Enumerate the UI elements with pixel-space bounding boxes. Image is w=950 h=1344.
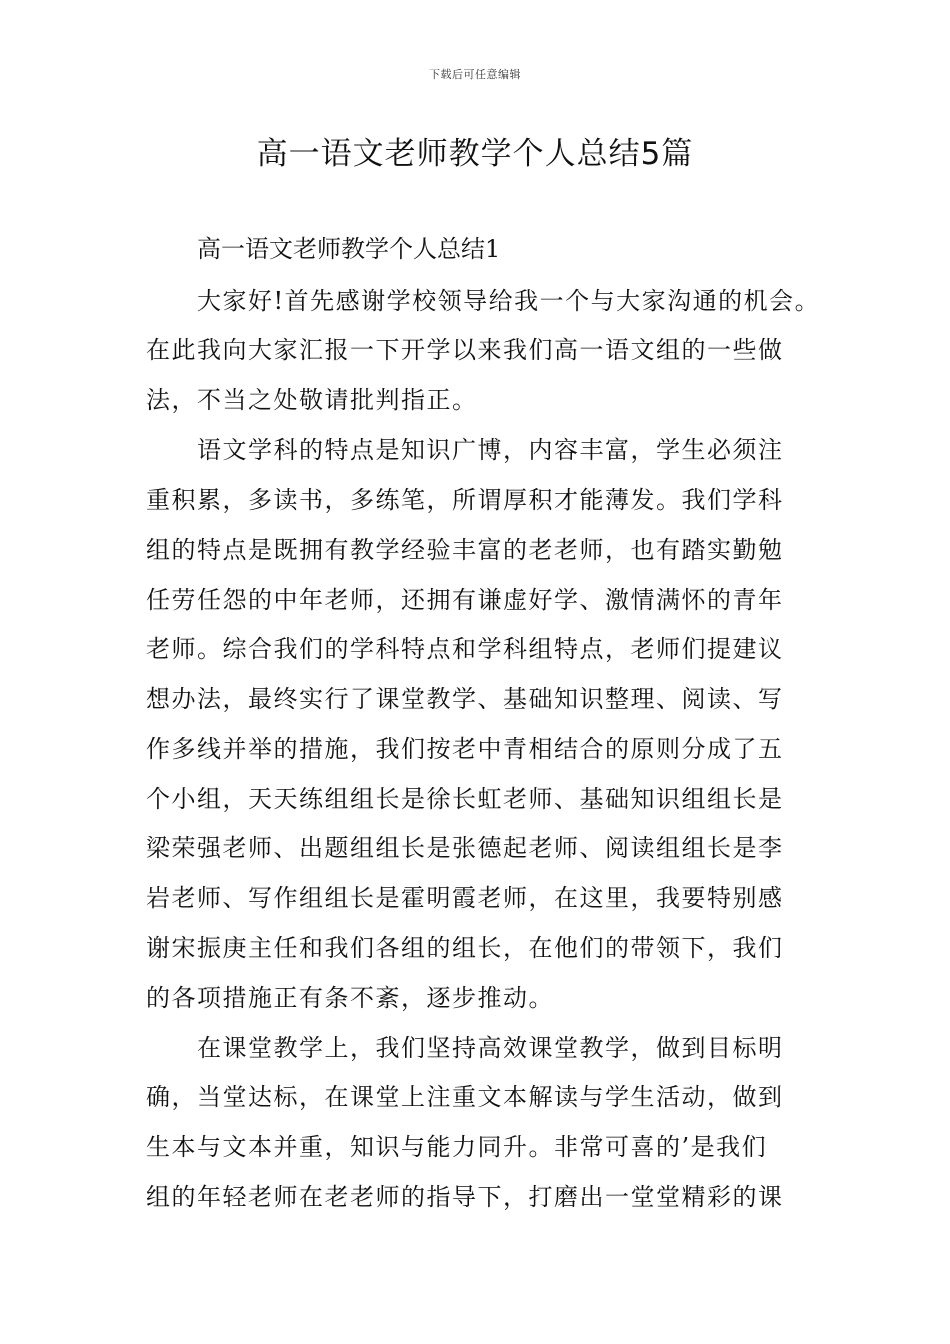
paragraph-line: 作多线并举的措施，我们按老中青相结合的原则分成了五 xyxy=(146,735,784,763)
paragraph-line: 梁荣强老师、出题组组长是张德起老师、阅读组组长是李 xyxy=(146,834,784,862)
paragraph-line: 谢宋振庚主任和我们各组的组长，在他们的带领下，我们 xyxy=(146,934,784,962)
paragraph-line: 生本与文本并重，知识与能力同升。非常可喜的’是我们 xyxy=(146,1133,768,1161)
paragraph-line: 大家好!首先感谢学校领导给我一个与大家沟通的机会。 xyxy=(197,287,821,315)
document-title: 高一语文老师教学个人总结5篇 xyxy=(256,136,694,172)
paragraph-line: 在此我向大家汇报一下开学以来我们高一语文组的一些做 xyxy=(146,336,784,364)
paragraph-line: 想办法，最终实行了课堂教学、基础知识整理、阅读、写 xyxy=(146,685,784,713)
paragraph-line: 法，不当之处敬请批判指正。 xyxy=(146,386,478,414)
header-note: 下载后可任意编辑 xyxy=(429,68,521,81)
paragraph-line: 老师。综合我们的学科特点和学科组特点，老师们提建议 xyxy=(146,635,784,663)
paragraph-line: 组的特点是既拥有教学经验丰富的老老师，也有踏实勤勉 xyxy=(146,536,784,564)
paragraph-line: 的各项措施正有条不紊，逐步推动。 xyxy=(146,984,554,1012)
paragraph-line: 组的年轻老师在老老师的指导下，打磨出一堂堂精彩的课 xyxy=(146,1183,784,1211)
paragraph-line: 语文学科的特点是知识广博，内容丰富，学生必须注 xyxy=(197,436,784,464)
section-heading: 高一语文老师教学个人总结1 xyxy=(197,235,501,263)
paragraph-line: 岩老师、写作组组长是霍明霞老师，在这里，我要特别感 xyxy=(146,884,784,912)
paragraph-line: 在课堂教学上，我们坚持高效课堂教学，做到目标明 xyxy=(197,1034,784,1062)
paragraph-line: 任劳任怨的中年老师，还拥有谦虚好学、激情满怀的青年 xyxy=(146,586,784,614)
paragraph-line: 个小组，天天练组组长是徐长虹老师、基础知识组组长是 xyxy=(146,785,784,813)
paragraph-line: 确，当堂达标，在课堂上注重文本解读与学生活动，做到 xyxy=(146,1083,784,1111)
paragraph-line: 重积累，多读书，多练笔，所谓厚积才能薄发。我们学科 xyxy=(146,486,784,514)
